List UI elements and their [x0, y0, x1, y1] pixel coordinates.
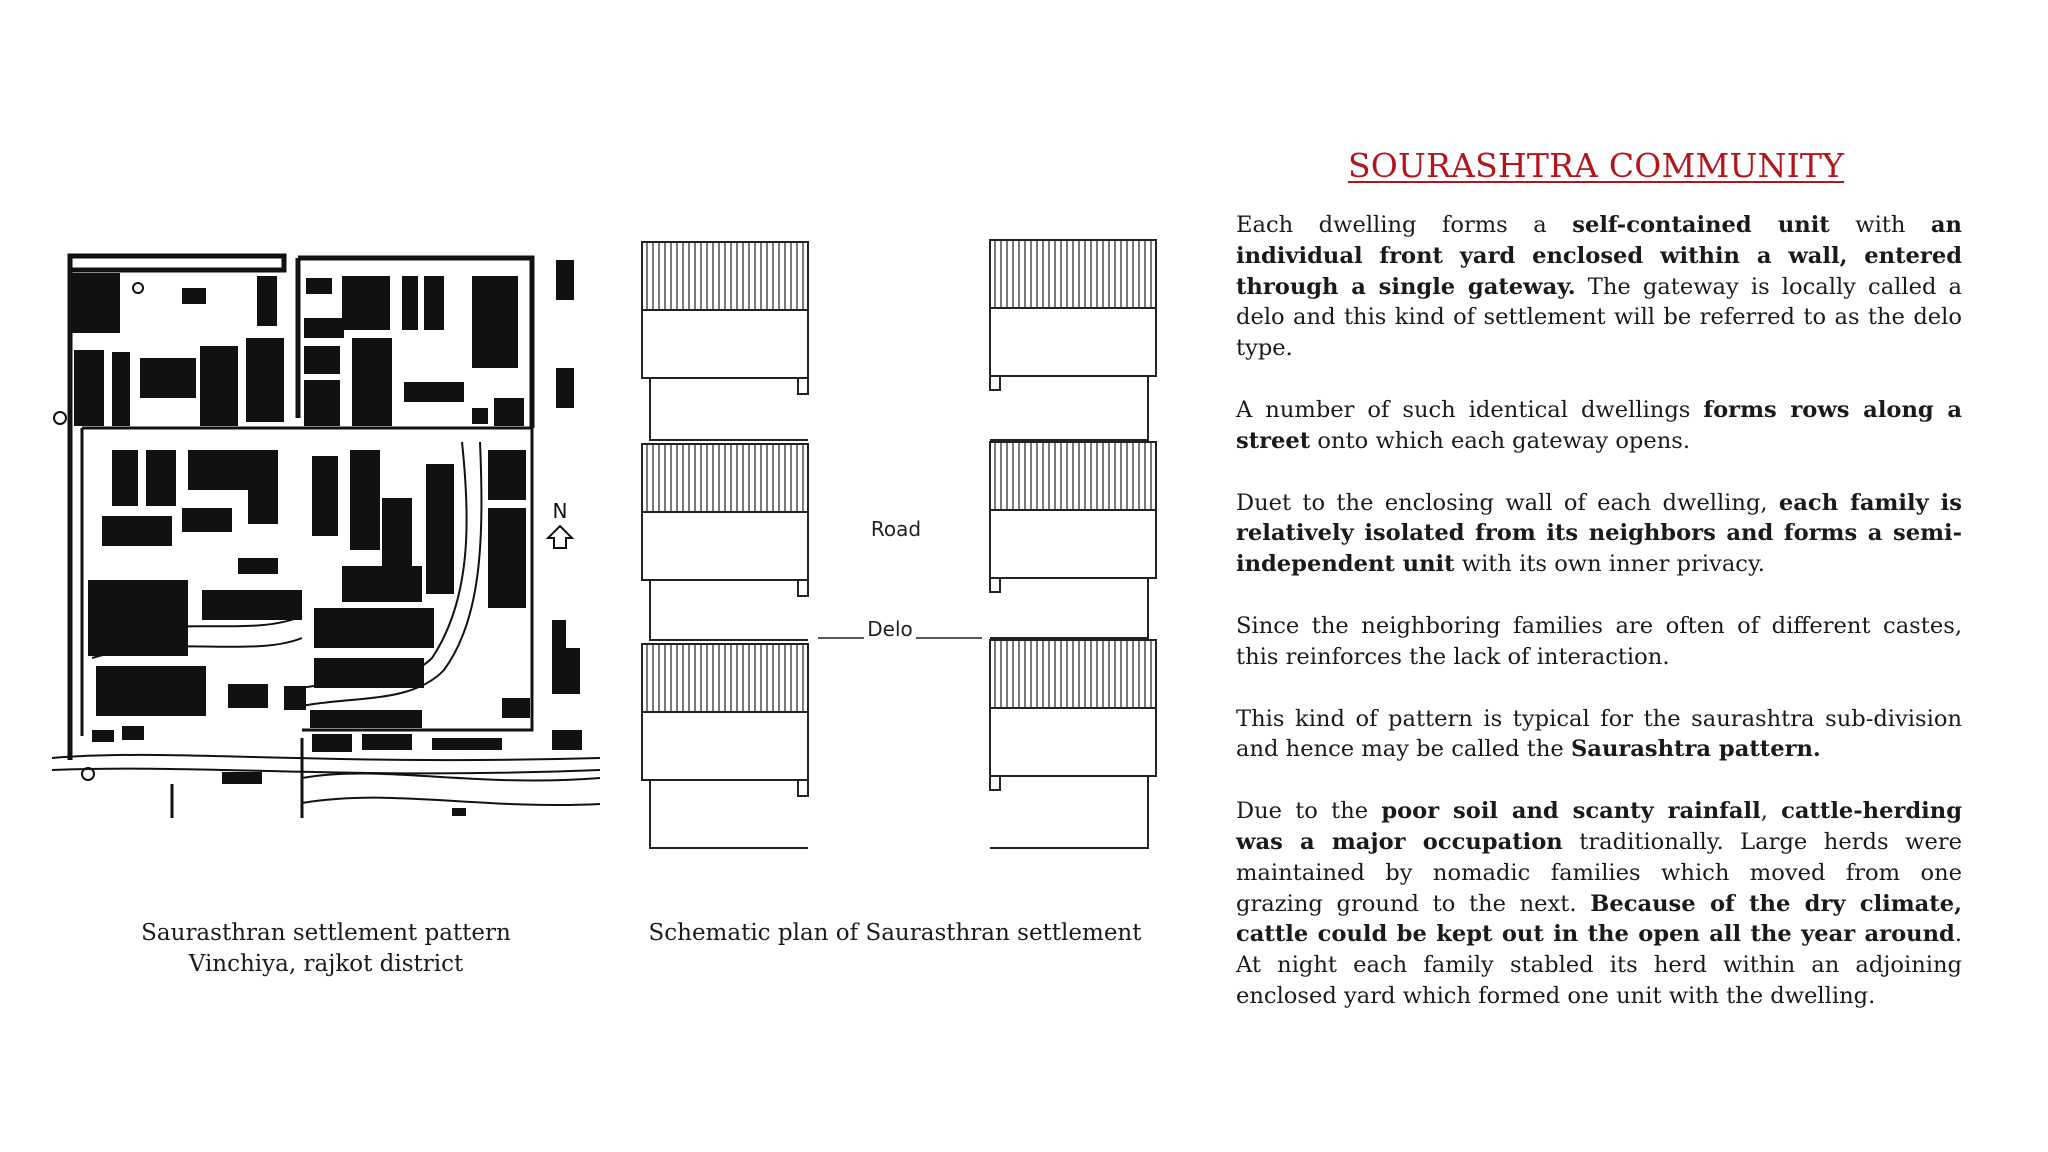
schematic-plan-figure — [640, 236, 1160, 856]
schematic-caption-text: Schematic plan of Saurasthran settlement — [648, 920, 1142, 946]
emphasized-text: cattle-herding was a major occupation — [1236, 798, 1962, 855]
emphasized-text: an individual front yard enclosed within a wall, entered through a single gateway. — [1236, 212, 1962, 300]
page-title: SOURASHTRA COMMUNITY — [1347, 146, 1845, 185]
schematic-caption — [640, 918, 1150, 949]
paragraph-text: Due to the — [1236, 798, 1382, 825]
description-paragraph — [1236, 796, 1962, 1012]
paragraph-text: Since the neighboring families are often of different castes, this reinforces the lack of interaction. — [1236, 612, 1962, 670]
road-label: Road — [870, 517, 922, 541]
settlement-map-figure — [52, 218, 600, 818]
paragraph-text: . At night each family stabled its herd within an adjoining enclosed yard which formed one unit with the dwelling. — [1236, 921, 1962, 1009]
paragraph-text: with — [1829, 212, 1931, 238]
delo-marker — [818, 617, 982, 641]
right-dwelling-row — [990, 240, 1156, 848]
map-caption-line2: Vinchiya, rajkot district — [188, 951, 464, 977]
paragraph-text: A number of such identical dwellings — [1236, 396, 1704, 423]
delo-label: Delo — [867, 617, 913, 641]
description-paragraph — [1236, 611, 1962, 673]
north-arrow — [548, 499, 572, 548]
emphasized-text: Because of the dry climate, cattle could be kept out in the open all the year around — [1236, 890, 1962, 948]
map-caption-line1: Saurasthran settlement pattern — [141, 920, 511, 946]
emphasized-text: poor soil and scanty rainfall — [1381, 798, 1761, 825]
paragraph-text: The gateway is locally called a delo and this kind of settlement will be referred to as the delo type. — [1236, 273, 1962, 362]
description-paragraph — [1236, 210, 1962, 364]
paragraph-text: , — [1760, 798, 1782, 825]
paragraph-text: Each dwelling forms a — [1236, 212, 1573, 238]
paragraph-text: Duet to the enclosing wall of each dwelling, — [1236, 489, 1779, 516]
left-dwelling-row — [642, 242, 808, 848]
paragraph-text: with its own inner privacy. — [1454, 551, 1765, 578]
emphasized-text: forms rows along a street — [1236, 396, 1962, 454]
description-column — [1236, 210, 1962, 1043]
paragraph-text: This kind of pattern is typical for the saurashtra sub-division and hence may be called the — [1236, 705, 1962, 763]
description-paragraph — [1236, 488, 1962, 580]
map-buildings — [72, 260, 582, 816]
emphasized-text: Saurashtra pattern. — [1570, 736, 1821, 763]
paragraph-text: traditionally. Large herds were maintained by nomadic families which moved from one grazing ground to the next. — [1236, 828, 1962, 917]
map-caption — [100, 918, 552, 980]
emphasized-text: each family is relatively isolated from its neighbors and forms a semi-independent unit — [1236, 489, 1962, 578]
description-paragraph — [1236, 395, 1962, 457]
paragraph-text: onto which each gateway opens. — [1310, 427, 1691, 454]
emphasized-text: self-contained unit — [1572, 212, 1830, 238]
north-label: N — [552, 499, 568, 523]
description-paragraph — [1236, 704, 1962, 766]
